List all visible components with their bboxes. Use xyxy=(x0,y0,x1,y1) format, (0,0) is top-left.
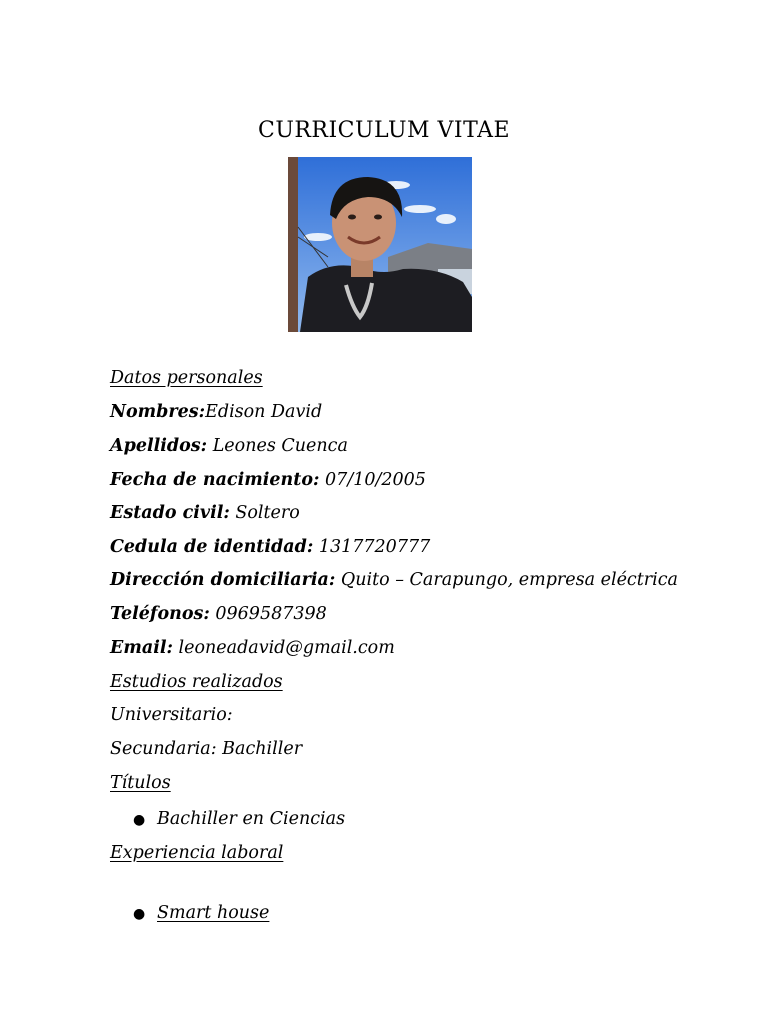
field-direccion xyxy=(110,570,678,590)
page-title: CURRICULUM VITAE xyxy=(257,118,511,143)
field-cedula xyxy=(110,537,430,557)
field-nombres xyxy=(110,402,322,422)
field-label: Email: xyxy=(110,638,173,658)
section-experience: Experiencia laboral xyxy=(110,843,284,863)
field-value: 1317720777 xyxy=(313,537,431,557)
field-label: Fecha de nacimiento: xyxy=(110,470,320,490)
section-studies: Estudios realizados xyxy=(110,672,283,692)
field-label: Apellidos: xyxy=(110,436,208,456)
field-label: Dirección domiciliaria: xyxy=(110,570,336,590)
field-apellidos xyxy=(110,436,348,456)
field-label: Cedula de identidad: xyxy=(110,537,314,557)
field-email xyxy=(110,638,395,658)
field-value: Leones Cuenca xyxy=(207,436,348,456)
list-item-title: Bachiller en Ciencias xyxy=(157,809,346,829)
list-item-experience: Smart house xyxy=(157,903,270,923)
field-telefonos xyxy=(110,604,327,624)
email-link[interactable]: leoneadavid@gmail.com xyxy=(172,638,395,658)
field-value: Quito – Carapungo, empresa eléctrica xyxy=(335,570,678,590)
field-value: 0969587398 xyxy=(209,604,327,624)
study-universitario: Universitario: xyxy=(110,705,233,725)
bullet-icon: ● xyxy=(133,906,146,922)
field-value: 07/10/2005 xyxy=(319,470,426,490)
bullet-icon: ● xyxy=(133,812,146,828)
field-fecha-nacimiento xyxy=(110,470,426,490)
field-estado-civil xyxy=(110,503,300,523)
field-label: Nombres: xyxy=(110,402,206,422)
section-personal-data: Datos personales xyxy=(110,368,263,388)
field-value: Edison David xyxy=(205,402,323,422)
field-label: Estado civil: xyxy=(110,503,230,523)
field-value: Soltero xyxy=(229,503,300,523)
section-titles: Títulos xyxy=(110,773,171,793)
study-secundaria: Secundaria: Bachiller xyxy=(110,739,303,759)
field-label: Teléfonos: xyxy=(110,604,210,624)
profile-photo xyxy=(288,157,472,332)
